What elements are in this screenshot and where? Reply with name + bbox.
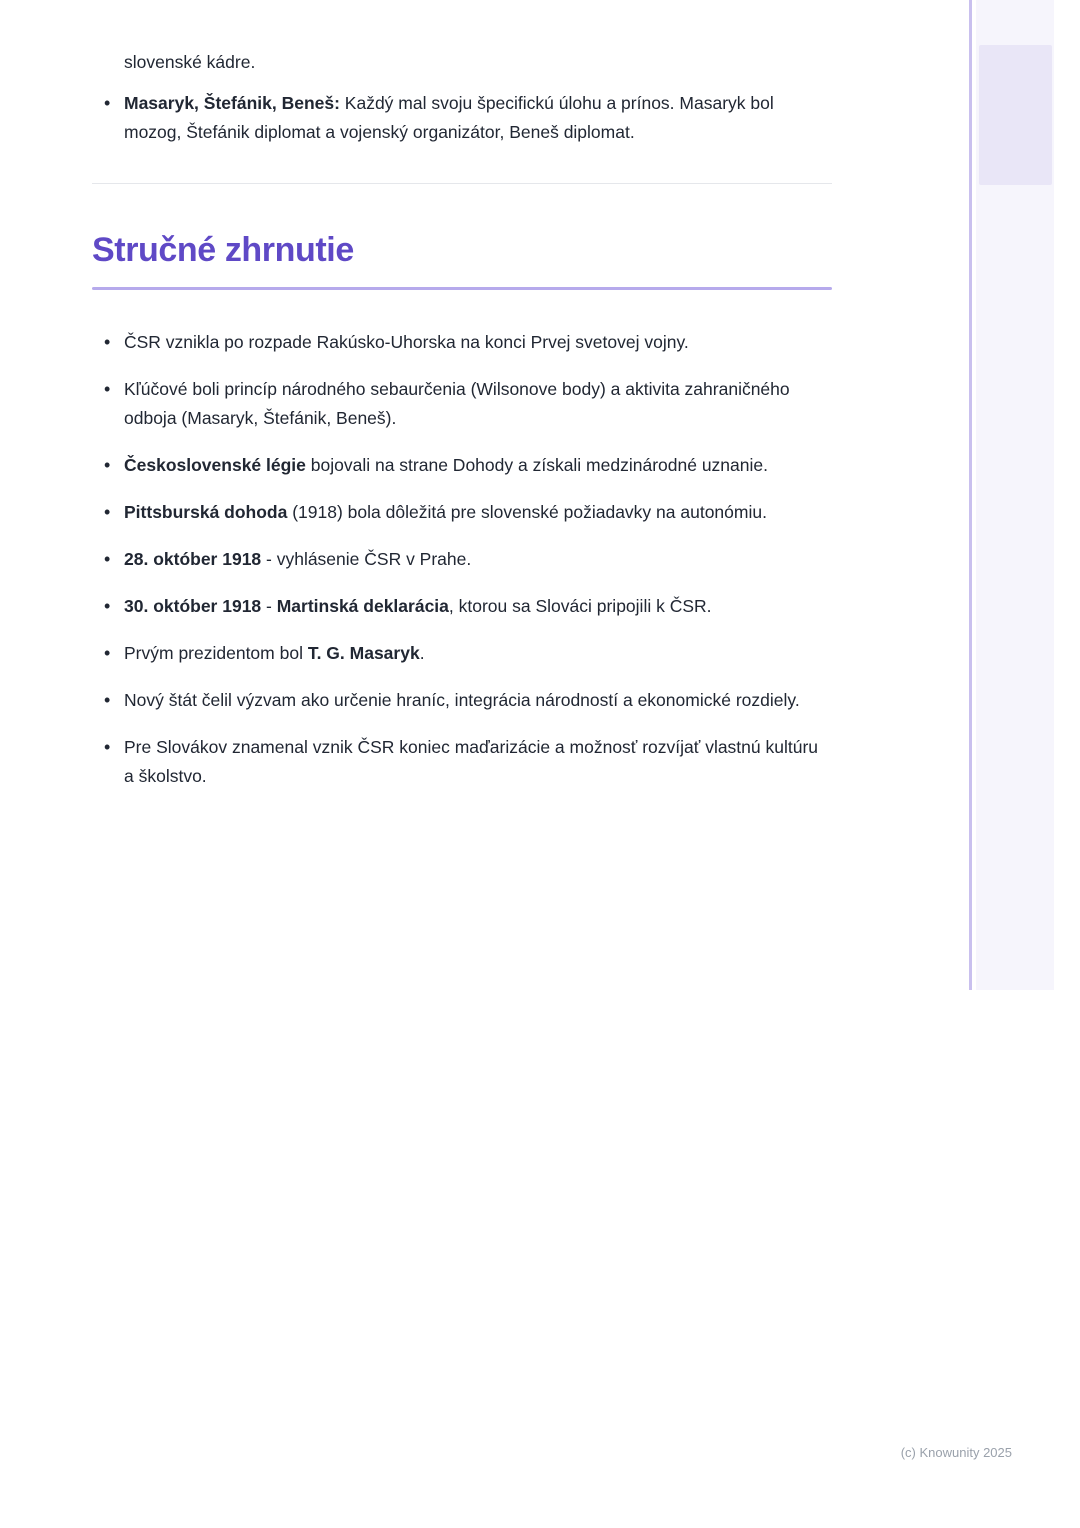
- list-item: [124, 451, 832, 480]
- text-segment: bojovali na strane Dohody a získali medzinárodné uznanie.: [305, 455, 768, 475]
- summary-list: [92, 328, 832, 791]
- text-segment: -: [261, 596, 277, 616]
- text-segment: .: [419, 643, 425, 663]
- text-segment: ČSR vznikla po rozpade Rakúsko-Uhorska na konci Prvej svetovej vojny.: [124, 332, 689, 352]
- list-item: [124, 328, 832, 357]
- text-segment: Nový štát čelil výzvam ako určenie hraníc, integrácia národností a ekonomické rozdiely.: [124, 690, 800, 710]
- text-segment: - vyhlásenie ČSR v Prahe.: [261, 549, 472, 569]
- bold-text-segment: Masaryk, Štefánik, Beneš:: [124, 93, 340, 113]
- list-continuation-text: slovenské kádre.: [124, 52, 256, 72]
- list-item: [124, 733, 832, 791]
- text-segment: Kľúčové boli princíp národného sebaurčenia (Wilsonove body) a aktivita zahraničného odboja (Masaryk, Štefánik, Beneš).: [124, 379, 790, 428]
- list-item: [124, 686, 832, 715]
- text-segment: (1918) bola dôležitá pre slovenské požiadavky na autonómiu.: [287, 502, 767, 522]
- section-title: Stručné zhrnutie: [92, 231, 354, 269]
- text-segment: Prvým prezidentom bol: [124, 643, 308, 663]
- bold-text-segment: Martinská deklarácia: [276, 596, 449, 616]
- page-edge-line: [969, 0, 972, 990]
- list-item: [124, 89, 832, 147]
- bold-text-segment: 28. október 1918: [124, 549, 262, 569]
- content-area: [92, 48, 832, 809]
- text-segment: , ktorou sa Slováci pripojili k ČSR.: [448, 596, 712, 616]
- bold-text-segment: T. G. Masaryk: [307, 643, 420, 663]
- section-divider: [92, 183, 832, 184]
- footer-copyright: (c) Knowunity 2025: [900, 1445, 1012, 1460]
- text-segment: Každý mal svoju špecifickú úlohu a prínos. Masaryk bol mozog, Štefánik diplomat a vojenský organizátor, Beneš diplomat.: [124, 93, 774, 142]
- list-item: [124, 375, 832, 433]
- title-underline: [92, 287, 832, 290]
- list-item: [124, 592, 832, 621]
- list-item: [124, 498, 832, 527]
- text-segment: Pre Slovákov znamenal vznik ČSR koniec maďarizácie a možnosť rozvíjať vlastnú kultúru a školstvo.: [124, 737, 819, 786]
- list-item: [124, 639, 832, 668]
- scrollbar-thumb[interactable]: [979, 45, 1052, 185]
- bold-text-segment: Československé légie: [124, 455, 306, 475]
- bold-text-segment: 30. október 1918: [124, 596, 262, 616]
- list-item: [124, 545, 832, 574]
- bold-text-segment: Pittsburská dohoda: [124, 502, 288, 522]
- intro-list: [92, 89, 832, 147]
